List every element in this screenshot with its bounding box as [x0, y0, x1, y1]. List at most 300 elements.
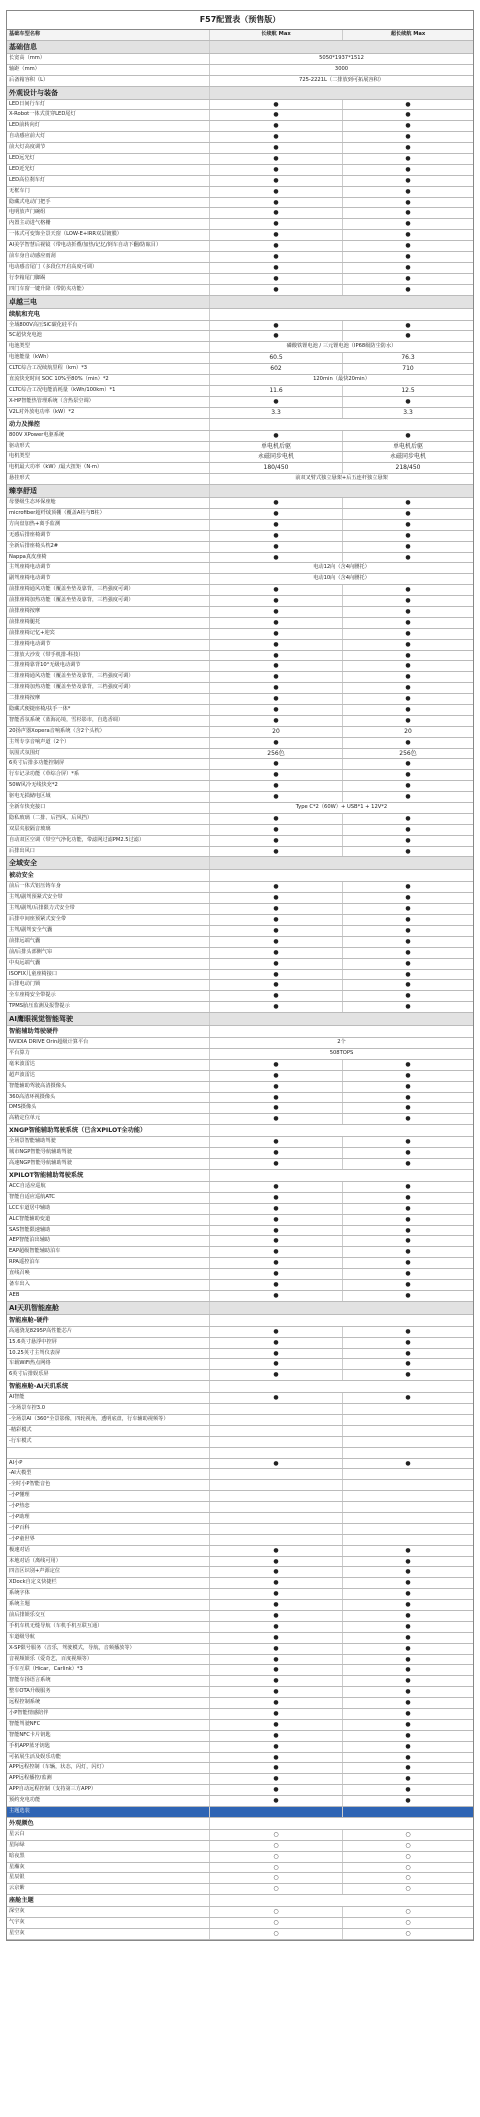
- spec-value-ultra-long-range: ●: [405, 629, 411, 637]
- spec-name: 星际绿: [7, 1841, 210, 1851]
- spec-value-long-range: [210, 1491, 343, 1501]
- spec-value-long-range: ●: [210, 683, 343, 693]
- table-row: [7, 1049, 473, 1060]
- subsection-title: 智能座舱-硬件: [7, 1315, 210, 1326]
- spec-name: LED日间行车灯: [7, 100, 210, 110]
- spec-value-long-range: ●: [210, 1393, 343, 1403]
- spec-value-long-range: ●: [210, 1071, 343, 1081]
- spec-name: X-SP限号服务（音乐，驾驶模式，导航，音频播放等）: [7, 1644, 210, 1654]
- table-row: [7, 1785, 473, 1796]
- spec-name: -小P童世界: [7, 1535, 210, 1545]
- spec-value-ultra-long-range: 3.3: [403, 408, 413, 416]
- table-row: [7, 1002, 473, 1013]
- spec-value-long-range: 单电机后驱: [210, 442, 343, 452]
- spec-value-ultra-long-range: ○: [405, 1863, 411, 1871]
- table-row: [7, 1103, 473, 1114]
- spec-value-ultra-long-range: [343, 1426, 473, 1436]
- spec-value-long-range: ●: [210, 1600, 343, 1610]
- spec-value-long-range: 256色: [210, 749, 343, 759]
- table-row: [7, 937, 473, 948]
- spec-value-shared: 电动12向（含4向腰托）: [313, 564, 370, 571]
- spec-value-long-range: ●: [210, 640, 343, 650]
- spec-value-ultra-long-range: ●: [405, 597, 411, 605]
- table-row: [7, 574, 473, 585]
- spec-name: ALC智能辅助变道: [7, 1215, 210, 1225]
- spec-value-ultra-long-range: ●: [405, 1371, 411, 1379]
- spec-name: 20扬声器Xopera音响系统（含2个头枕）: [7, 727, 210, 737]
- table-row: [7, 759, 473, 770]
- spec-name: 长宽高（mm）: [7, 54, 210, 64]
- spec-name: AI小P: [7, 1459, 210, 1469]
- spec-value-long-range: ●: [210, 208, 343, 218]
- spec-name: 主驾专享音响声道（2个）: [7, 738, 210, 748]
- spec-name: 后排中间座预紧式安全带: [7, 915, 210, 925]
- spec-value-shared: 5050*1937*1512: [319, 54, 364, 61]
- table-row: [7, 618, 473, 629]
- table-row: [7, 1644, 473, 1655]
- spec-value-long-range: ○: [210, 1863, 343, 1873]
- spec-name: DMS摄像头: [7, 1103, 210, 1113]
- spec-value-long-range: ●: [210, 1796, 343, 1806]
- spec-value-long-range: ●: [210, 241, 343, 251]
- spec-name: 驱动形式: [7, 442, 210, 452]
- spec-name: 气宇灰: [7, 1918, 210, 1928]
- spec-value-ultra-long-range: ●: [405, 1237, 411, 1245]
- table-row: [7, 1236, 473, 1247]
- table-row: [7, 1404, 473, 1415]
- spec-value-shared: 2个: [337, 1039, 346, 1046]
- table-row: [7, 825, 473, 836]
- spec-value-long-range: ●: [210, 882, 343, 892]
- spec-name: 无框车门: [7, 187, 210, 197]
- spec-value-long-range: ●: [210, 263, 343, 273]
- table-row: [7, 926, 473, 937]
- spec-value-ultra-long-range: ●: [405, 1655, 411, 1663]
- table-row: [7, 716, 473, 727]
- spec-value-long-range: ●: [210, 629, 343, 639]
- spec-value-ultra-long-range: ●: [405, 1259, 411, 1267]
- spec-name: LED前转向灯: [7, 121, 210, 131]
- spec-value-long-range: ●: [210, 661, 343, 671]
- spec-value-ultra-long-range: 218/450: [395, 464, 421, 472]
- spec-value-ultra-long-range: ●: [405, 1360, 411, 1368]
- spec-value-ultra-long-range: 710: [402, 365, 414, 373]
- spec-name: -行车模式: [7, 1437, 210, 1447]
- spec-value-long-range: ●: [210, 705, 343, 715]
- spec-name: 悬挂形式: [7, 474, 210, 484]
- spec-value-ultra-long-range: ○: [405, 1841, 411, 1849]
- spec-value-ultra-long-range: ●: [405, 1291, 411, 1299]
- spec-value-long-range: ●: [210, 1159, 343, 1169]
- spec-value-ultra-long-range: ●: [405, 640, 411, 648]
- spec-value-long-range: ●: [210, 1567, 343, 1577]
- table-row: [7, 770, 473, 781]
- spec-value-ultra-long-range: 12.5: [401, 386, 415, 394]
- spec-name: -全场景车控3.0: [7, 1404, 210, 1414]
- spec-value-ultra-long-range: ●: [405, 825, 411, 833]
- spec-value-long-range: ○: [210, 1830, 343, 1840]
- spec-name: 电池能量（kWh）: [7, 353, 210, 363]
- table-row: [7, 1709, 473, 1720]
- spec-value-ultra-long-range: [343, 1469, 473, 1479]
- spec-value-ultra-long-range: ●: [405, 1182, 411, 1190]
- spec-name: NVIDIA DRIVE Orin超级计算平台: [7, 1038, 210, 1048]
- spec-name: 双层夹胶隔音玻璃: [7, 825, 210, 835]
- spec-value-long-range: ●: [210, 948, 343, 958]
- table-row: [7, 1159, 473, 1170]
- spec-name: 内置主动进气格栅: [7, 219, 210, 229]
- spec-value-long-range: ●: [210, 1291, 343, 1301]
- table-row: [7, 1459, 473, 1470]
- table-row: [7, 1269, 473, 1280]
- spec-value-long-range: ●: [210, 121, 343, 131]
- spec-value-ultra-long-range: ●: [405, 782, 411, 790]
- spec-value-long-range: [210, 1807, 343, 1817]
- header-ultra-long-range-max: 超长续航 Max: [390, 31, 426, 37]
- spec-value-ultra-long-range: [343, 1807, 473, 1817]
- spec-value-ultra-long-range: ●: [405, 705, 411, 713]
- spec-value-long-range: ○: [210, 1907, 343, 1917]
- spec-value-long-range: ●: [210, 100, 343, 110]
- subsection-title: 续航和充电: [7, 309, 210, 320]
- table-row: [7, 1448, 473, 1459]
- table-row: [7, 948, 473, 959]
- spec-value-ultra-long-range: ●: [405, 1071, 411, 1079]
- table-row: [7, 1393, 473, 1404]
- spec-value-long-range: ●: [210, 1459, 343, 1469]
- spec-value-ultra-long-range: ●: [405, 1115, 411, 1123]
- spec-value-long-range: ●: [210, 1698, 343, 1708]
- spec-value-ultra-long-range: ●: [405, 1797, 411, 1805]
- spec-name: 电机类型: [7, 452, 210, 462]
- spec-value-ultra-long-range: ●: [405, 165, 411, 173]
- table-row: [7, 397, 473, 408]
- spec-name: 高速NGP智能导航辅助驾驶: [7, 1159, 210, 1169]
- spec-name: 二排座椅按摩: [7, 694, 210, 704]
- table-row: [7, 1546, 473, 1557]
- spec-value-ultra-long-range: ●: [405, 1349, 411, 1357]
- spec-name: 800V XPower电驱系统: [7, 431, 210, 441]
- spec-value-long-range: ●: [210, 1546, 343, 1556]
- options-header: [7, 1807, 473, 1818]
- table-row: [7, 640, 473, 651]
- spec-name: CLTC综合工况续航里程（km）*3: [7, 364, 210, 374]
- spec-value-ultra-long-range: ●: [405, 509, 411, 517]
- spec-value-ultra-long-range: [343, 1480, 473, 1490]
- table-row: [7, 274, 473, 285]
- table-row: [7, 1557, 473, 1568]
- table-row: [7, 970, 473, 981]
- spec-name: 无感后排座椅调节: [7, 531, 210, 541]
- spec-value-ultra-long-range: ●: [405, 1338, 411, 1346]
- table-row: [7, 991, 473, 1002]
- table-row: [7, 1600, 473, 1611]
- subsection-title: 被动安全: [7, 870, 210, 881]
- spec-name: X-Robot一体式贯穿LED尾灯: [7, 110, 210, 120]
- spec-name: 星空灰: [7, 1929, 210, 1939]
- spec-value-long-range: ●: [210, 230, 343, 240]
- spec-value-ultra-long-range: ●: [405, 847, 411, 855]
- table-row: [7, 1578, 473, 1589]
- spec-value-ultra-long-range: 永磁同步电机: [389, 453, 426, 461]
- spec-value-long-range: ●: [210, 926, 343, 936]
- table-row: [7, 353, 473, 364]
- table-row: [7, 321, 473, 332]
- section-header: [7, 296, 473, 309]
- table-row: [7, 1655, 473, 1666]
- spec-value-long-range: 60.5: [210, 353, 343, 363]
- spec-value-ultra-long-range: [343, 1437, 473, 1447]
- table-row: [7, 452, 473, 463]
- spec-name: 预约充电功能: [7, 1796, 210, 1806]
- subsection-header: [7, 870, 473, 882]
- table-row: [7, 1093, 473, 1104]
- spec-value-long-range: ●: [210, 154, 343, 164]
- table-row: [7, 1774, 473, 1785]
- spec-value-ultra-long-range: ●: [405, 662, 411, 670]
- spec-value-long-range: ●: [210, 1655, 343, 1665]
- table-row: [7, 1480, 473, 1491]
- spec-name: 星瀚灰: [7, 1863, 210, 1873]
- config-table: [6, 10, 474, 1941]
- spec-value-ultra-long-range: [343, 1415, 473, 1425]
- table-row: [7, 980, 473, 991]
- spec-value-ultra-long-range: ●: [405, 1775, 411, 1783]
- table-row: [7, 463, 473, 474]
- spec-value-long-range: ●: [210, 1370, 343, 1380]
- table-row: [7, 1137, 473, 1148]
- table-row: [7, 331, 473, 342]
- spec-name: 10.25英寸主驾仪表屏: [7, 1349, 210, 1359]
- table-row: [7, 904, 473, 915]
- spec-name: 6英寸后排多功能控制屏: [7, 759, 210, 769]
- spec-value-long-range: [210, 1448, 343, 1458]
- spec-value-long-range: ●: [210, 607, 343, 617]
- header-long-range-max: 长续航 Max: [210, 30, 343, 40]
- table-row: [7, 1469, 473, 1480]
- spec-value-ultra-long-range: ●: [405, 321, 411, 329]
- spec-value-long-range: ●: [210, 672, 343, 682]
- subsection-title: XPILOT智能辅助驾驶系统: [7, 1170, 210, 1181]
- spec-name: 智能NFC卡片钥匙: [7, 1731, 210, 1741]
- spec-name: 智能自适应巡航ATC: [7, 1193, 210, 1203]
- table-row: [7, 1327, 473, 1338]
- spec-value-ultra-long-range: ●: [405, 122, 411, 130]
- spec-name: 平台算力: [7, 1049, 210, 1059]
- spec-value-ultra-long-range: ●: [405, 1149, 411, 1157]
- spec-name: 超声波雷达: [7, 1071, 210, 1081]
- table-row: [7, 1884, 473, 1895]
- spec-value-ultra-long-range: ●: [405, 1720, 411, 1728]
- table-row: [7, 198, 473, 209]
- table-row: [7, 1038, 473, 1049]
- spec-value-long-range: ●: [210, 991, 343, 1001]
- spec-name: 全域800V高压SiC碳化硅平台: [7, 321, 210, 331]
- spec-name: 车道级导航: [7, 1633, 210, 1643]
- spec-name: 系统字体: [7, 1589, 210, 1599]
- section-title: AI天玑智能座舱: [7, 1302, 210, 1314]
- spec-value-long-range: ●: [210, 1280, 343, 1290]
- spec-name: 暗夜黑: [7, 1852, 210, 1862]
- spec-value-long-range: ●: [210, 110, 343, 120]
- table-row: [7, 1258, 473, 1269]
- table-body: [7, 41, 473, 1940]
- spec-value-long-range: 3.3: [210, 408, 343, 418]
- spec-value-ultra-long-range: ●: [405, 673, 411, 681]
- spec-value-ultra-long-range: ●: [405, 144, 411, 152]
- spec-name: 主驾/副驾/后排限力式安全带: [7, 904, 210, 914]
- spec-name: AEB: [7, 1291, 210, 1301]
- table-header-row: [7, 30, 473, 41]
- table-row: [7, 54, 473, 65]
- spec-name: 电动感音尾门（多段位开启高度可调）: [7, 263, 210, 273]
- spec-value-shared: 磷酸铁锂电池 / 三元锂电池（IP68级防尘防水）: [286, 343, 397, 350]
- subsection-header: [7, 1315, 473, 1327]
- spec-value-ultra-long-range: ●: [405, 959, 411, 967]
- spec-value-long-range: ○: [210, 1884, 343, 1894]
- table-row: [7, 1873, 473, 1884]
- spec-value-ultra-long-range: ●: [405, 1731, 411, 1739]
- table-row: [7, 1415, 473, 1426]
- spec-value-ultra-long-range: ●: [405, 927, 411, 935]
- table-row: [7, 263, 473, 274]
- spec-value-ultra-long-range: ●: [405, 285, 411, 293]
- table-row: [7, 629, 473, 640]
- spec-value-shared: 508TOPS: [329, 1050, 354, 1057]
- spec-name: 隐藏式便捷座椅/扶手一体*: [7, 705, 210, 715]
- spec-value-shared: 电动10向（含4向腰托）: [313, 575, 370, 582]
- spec-value-long-range: ●: [210, 1002, 343, 1012]
- table-row: [7, 607, 473, 618]
- table-row: [7, 1291, 473, 1302]
- table-row: [7, 531, 473, 542]
- spec-name: 前排座椅记忆+迎宾: [7, 629, 210, 639]
- spec-value-long-range: 20: [210, 727, 343, 737]
- spec-name: 前排座椅按摩: [7, 607, 210, 617]
- spec-name: 后备箱容积（L）: [7, 76, 210, 86]
- spec-value-ultra-long-range: ●: [405, 1644, 411, 1652]
- spec-value-long-range: ●: [210, 1753, 343, 1763]
- spec-name: 全新车快充接口: [7, 803, 210, 813]
- spec-name: 前车身自动感应雨刮: [7, 252, 210, 262]
- spec-name: CLTC综合工况电能消耗量（kWh/100km）*1: [7, 386, 210, 396]
- table-row: [7, 364, 473, 375]
- spec-value-long-range: ●: [210, 792, 343, 802]
- table-row: [7, 836, 473, 847]
- table-row: [7, 100, 473, 111]
- spec-value-long-range: ●: [210, 893, 343, 903]
- spec-name: 手车互联（Hicar，Carlink）*3: [7, 1665, 210, 1675]
- spec-value-long-range: ●: [210, 1327, 343, 1337]
- spec-value-shared: 120min（最快20min）: [313, 376, 370, 383]
- spec-value-ultra-long-range: ●: [405, 209, 411, 217]
- spec-value-long-range: ●: [210, 959, 343, 969]
- section-header: [7, 857, 473, 870]
- table-row: [7, 585, 473, 596]
- spec-value-long-range: ●: [210, 1687, 343, 1697]
- table-row: [7, 76, 473, 87]
- spec-value-long-range: ●: [210, 509, 343, 519]
- spec-value-ultra-long-range: ●: [405, 542, 411, 550]
- spec-value-ultra-long-range: 76.3: [401, 354, 415, 362]
- spec-value-ultra-long-range: ○: [405, 1874, 411, 1882]
- spec-value-long-range: ●: [210, 198, 343, 208]
- spec-name: 15.6英寸悬浮中控屏: [7, 1338, 210, 1348]
- table-row: [7, 749, 473, 760]
- spec-value-ultra-long-range: ●: [405, 1459, 411, 1467]
- spec-value-ultra-long-range: ○: [405, 1885, 411, 1893]
- table-row: [7, 241, 473, 252]
- spec-value-ultra-long-range: ●: [405, 1226, 411, 1234]
- spec-value-ultra-long-range: ●: [405, 263, 411, 271]
- spec-value-ultra-long-range: ●: [405, 100, 411, 108]
- table-row: [7, 1148, 473, 1159]
- spec-value-long-range: ●: [210, 1148, 343, 1158]
- table-row: [7, 1524, 473, 1535]
- spec-value-long-range: ●: [210, 618, 343, 628]
- spec-value-long-range: ●: [210, 937, 343, 947]
- spec-value-long-range: ●: [210, 1611, 343, 1621]
- spec-name: 远程控制系统: [7, 1698, 210, 1708]
- spec-value-ultra-long-range: ●: [405, 937, 411, 945]
- spec-value-long-range: ○: [210, 1873, 343, 1883]
- spec-value-long-range: ●: [210, 585, 343, 595]
- spec-value-long-range: ●: [210, 1258, 343, 1268]
- spec-value-ultra-long-range: ●: [405, 1710, 411, 1718]
- table-row: [7, 803, 473, 814]
- table-row: [7, 1929, 473, 1940]
- spec-value-long-range: ●: [210, 836, 343, 846]
- spec-name: 二排座椅电动调节: [7, 640, 210, 650]
- spec-value-ultra-long-range: ●: [405, 894, 411, 902]
- spec-name: 前大灯高度调节: [7, 143, 210, 153]
- table-row: [7, 738, 473, 749]
- spec-value-ultra-long-range: [343, 1502, 473, 1512]
- spec-value-long-range: ●: [210, 915, 343, 925]
- spec-name: LCC车道居中辅助: [7, 1204, 210, 1214]
- table-row: [7, 230, 473, 241]
- spec-value-ultra-long-range: ○: [405, 1830, 411, 1838]
- spec-value-long-range: ○: [210, 1852, 343, 1862]
- spec-name: 四门车窗一键升降（带防夹功能）: [7, 285, 210, 295]
- spec-value-long-range: ●: [210, 770, 343, 780]
- spec-value-ultra-long-range: ●: [405, 220, 411, 228]
- table-row: [7, 542, 473, 553]
- spec-value-ultra-long-range: ●: [405, 1590, 411, 1598]
- spec-value-ultra-long-range: ●: [405, 1601, 411, 1609]
- table-row: [7, 1491, 473, 1502]
- spec-name: [7, 1448, 210, 1458]
- spec-value-ultra-long-range: [343, 1448, 473, 1458]
- spec-value-long-range: ●: [210, 1137, 343, 1147]
- spec-value-ultra-long-range: ●: [405, 1742, 411, 1750]
- spec-value-long-range: ●: [210, 847, 343, 857]
- table-row: [7, 1426, 473, 1437]
- spec-value-long-range: ●: [210, 274, 343, 284]
- spec-name: 四音区识别+声源定位: [7, 1567, 210, 1577]
- spec-value-long-range: ●: [210, 1247, 343, 1257]
- spec-value-ultra-long-range: ●: [405, 499, 411, 507]
- spec-name: 5C超快充电池: [7, 331, 210, 341]
- spec-value-long-range: ●: [210, 285, 343, 295]
- table-row: [7, 252, 473, 263]
- table-row: [7, 1513, 473, 1524]
- spec-value-ultra-long-range: 256色: [399, 749, 417, 757]
- subsection-title: 外观颜色: [7, 1818, 210, 1829]
- spec-name: ISOFIX儿童座椅接口: [7, 970, 210, 980]
- table-row: [7, 1907, 473, 1918]
- spec-value-ultra-long-range: ●: [405, 187, 411, 195]
